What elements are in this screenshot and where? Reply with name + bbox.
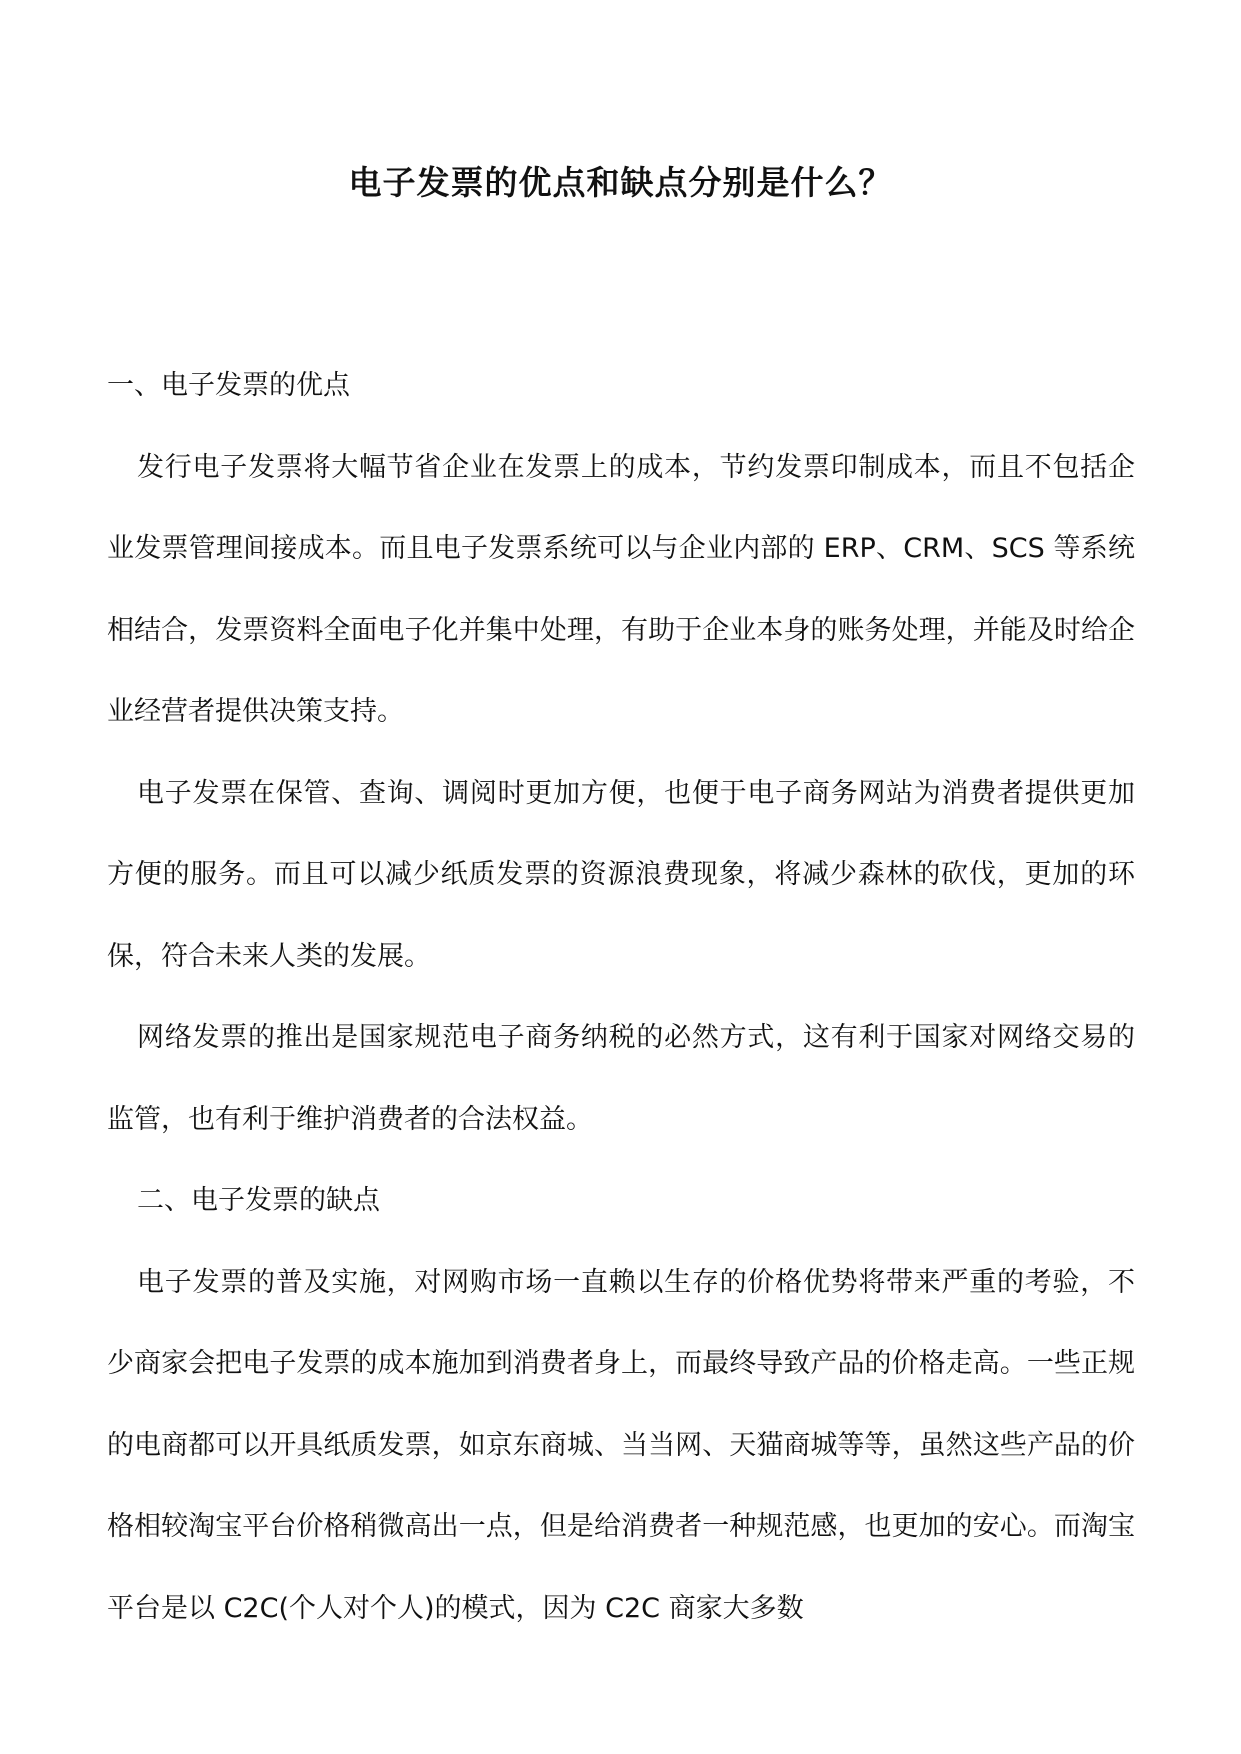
document-body xyxy=(107,345,1135,1649)
paragraph-cost-savings: 发行电子发票将大幅节省企业在发票上的成本，节约发票印制成本，而且不包括企业发票管理间接成本。而且电子发票系统可以与企业内部的 ERP、CRM、SCS 等系统相结合，发票资料全面电子化并集中处理，有助于企业本身的账务处理，并能及时给企业经营者提供决策支持。 xyxy=(107,451,1135,727)
paragraph-price-impact: 电子发票的普及实施，对网购市场一直赖以生存的价格优势将带来严重的考验，不少商家会把电子发票的成本施加到消费者身上，而最终导致产品的价格走高。一些正规的电商都可以开具纸质发票，如京东商城、当当网、天猫商城等等，虽然这些产品的价格相较淘宝平台价格稍微高出一点，但是给消费者一种规范感，也更加的安心。而淘宝平台是以 C2C(个人对个人)的模式，因为 C2C 商家大多数 xyxy=(107,1266,1135,1624)
section-heading-advantages: 一、电子发票的优点 xyxy=(107,370,350,401)
page-title: 电子发票的优点和缺点分别是什么？ xyxy=(348,163,893,202)
paragraph-convenience: 电子发票在保管、查询、调阅时更加方便，也便于电子商务网站为消费者提供更加方便的服务。而且可以减少纸质发票的资源浪费现象，将减少森林的砍伐，更加的环保，符合未来人类的发展。 xyxy=(107,777,1135,972)
section-heading-disadvantages: 二、电子发票的缺点 xyxy=(137,1185,380,1216)
paragraph-regulation: 网络发票的推出是国家规范电子商务纳税的必然方式，这有利于国家对网络交易的监管，也有利于维护消费者的合法权益。 xyxy=(107,1022,1135,1135)
